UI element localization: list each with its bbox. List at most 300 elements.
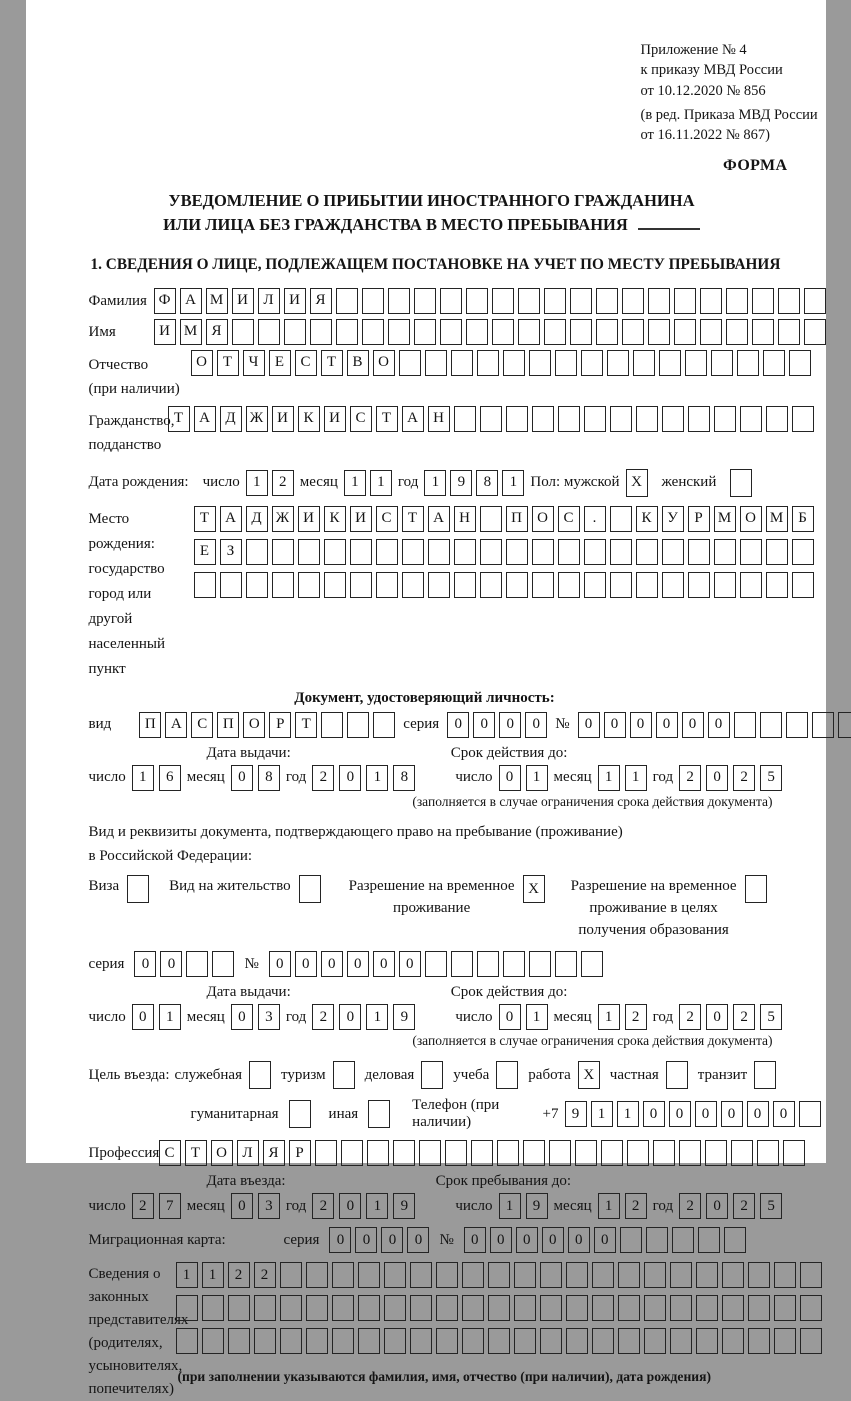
purpose-private-checkbox xyxy=(666,1061,688,1089)
char-cell xyxy=(740,572,762,598)
char-cell xyxy=(477,350,499,376)
char-cell xyxy=(610,406,632,432)
stay-month-cells xyxy=(598,1193,647,1219)
char-cell: 0 xyxy=(708,712,730,738)
char-cell xyxy=(258,319,280,345)
char-cell xyxy=(402,539,424,565)
char-cell xyxy=(566,1262,588,1288)
char-cell: 9 xyxy=(450,470,472,496)
char-cell xyxy=(653,1140,675,1166)
char-cell: 0 xyxy=(160,951,182,977)
purpose-official-checkbox xyxy=(249,1061,271,1089)
char-cell xyxy=(471,1140,493,1166)
citizenship-label xyxy=(89,406,168,457)
char-cell xyxy=(388,288,410,314)
citizenship-label-line2: подданство xyxy=(89,433,168,457)
char-cell xyxy=(636,406,658,432)
char-cell xyxy=(399,350,421,376)
char-cell: 1 xyxy=(366,1193,388,1219)
birthdate-row xyxy=(89,469,821,497)
permit-intro xyxy=(89,820,821,870)
char-cell xyxy=(662,406,684,432)
char-cell xyxy=(555,951,577,977)
char-cell xyxy=(778,319,800,345)
profession-label: Профессия xyxy=(89,1140,159,1162)
char-cell xyxy=(454,406,476,432)
char-cell: 1 xyxy=(132,765,154,791)
year-label: год xyxy=(286,769,306,786)
char-cell xyxy=(514,1295,536,1321)
char-cell xyxy=(558,572,580,598)
migration-series-cells xyxy=(329,1227,429,1253)
char-cell xyxy=(662,539,684,565)
char-cell xyxy=(698,1227,720,1253)
char-cell: 1 xyxy=(366,1004,388,1030)
char-cell: 0 xyxy=(447,712,469,738)
char-cell xyxy=(336,288,358,314)
char-cell: 2 xyxy=(679,1193,701,1219)
char-cell xyxy=(584,539,606,565)
day-label: число xyxy=(89,769,126,786)
iddoc-expiry-day-cells xyxy=(499,765,548,791)
char-cell: О xyxy=(373,350,395,376)
char-cell: Л xyxy=(258,288,280,314)
entry-date-title: Дата въезда: xyxy=(207,1173,286,1190)
char-cell xyxy=(711,350,733,376)
representatives-label xyxy=(89,1260,176,1401)
char-cell xyxy=(480,572,502,598)
phone-label: Телефон (при наличии) xyxy=(412,1097,518,1131)
form-label: ФОРМА xyxy=(89,157,821,175)
char-cell: 0 xyxy=(347,951,369,977)
char-cell xyxy=(666,1061,688,1089)
char-cell: Я xyxy=(310,288,332,314)
char-cell: О xyxy=(243,712,265,738)
char-cell: Р xyxy=(269,712,291,738)
char-cell: 0 xyxy=(231,1004,253,1030)
char-cell: З xyxy=(220,539,242,565)
char-cell xyxy=(570,288,592,314)
char-cell xyxy=(786,712,808,738)
char-cell: Ж xyxy=(246,406,268,432)
char-cell xyxy=(333,1061,355,1089)
char-cell xyxy=(607,350,629,376)
char-cell xyxy=(581,951,603,977)
iddoc-expiry-year-cells xyxy=(679,765,782,791)
birth-month-label: месяц xyxy=(300,474,338,491)
birth-day-label: число xyxy=(203,474,240,491)
permit-expiry-year-cells xyxy=(679,1004,782,1030)
char-cell xyxy=(280,1328,302,1354)
char-cell xyxy=(518,319,540,345)
char-cell: С xyxy=(159,1140,181,1166)
permit-expiry-title: Срок действия до: xyxy=(451,984,568,1001)
permit-temporary xyxy=(349,875,545,919)
char-cell xyxy=(529,350,551,376)
char-cell xyxy=(425,951,447,977)
purpose-option-label: деловая xyxy=(365,1067,415,1084)
char-cell: 0 xyxy=(695,1101,717,1127)
surname-row xyxy=(89,288,821,314)
char-cell: 1 xyxy=(526,1004,548,1030)
char-cell: 2 xyxy=(679,1004,701,1030)
char-cell xyxy=(332,1295,354,1321)
char-cell xyxy=(336,319,358,345)
char-cell xyxy=(324,572,346,598)
char-cell xyxy=(596,288,618,314)
char-cell: Я xyxy=(263,1140,285,1166)
char-cell xyxy=(644,1262,666,1288)
birthplace-box-rows xyxy=(194,504,814,598)
purpose-business-checkbox xyxy=(421,1061,443,1089)
entry-date xyxy=(89,1193,416,1219)
char-cell xyxy=(373,712,395,738)
char-cell: М xyxy=(206,288,228,314)
char-cell xyxy=(332,1328,354,1354)
char-cell: 2 xyxy=(733,765,755,791)
year-label: год xyxy=(286,1198,306,1215)
char-cell xyxy=(402,572,424,598)
char-cell xyxy=(754,1061,776,1089)
char-cell xyxy=(774,1262,796,1288)
char-cell xyxy=(410,1328,432,1354)
char-cell xyxy=(737,350,759,376)
char-cell xyxy=(358,1262,380,1288)
char-cell xyxy=(636,572,658,598)
char-cell xyxy=(503,350,525,376)
purpose-transit-checkbox xyxy=(754,1061,776,1089)
patronymic-row xyxy=(89,350,821,401)
char-cell: 0 xyxy=(407,1227,429,1253)
char-cell: 0 xyxy=(381,1227,403,1253)
char-cell: 1 xyxy=(625,765,647,791)
permit-series-label: серия xyxy=(89,956,125,973)
representatives-label-line: представителях xyxy=(89,1309,176,1332)
char-cell xyxy=(488,1262,510,1288)
char-cell xyxy=(462,1295,484,1321)
char-cell: 6 xyxy=(159,765,181,791)
representatives-cells-row3 xyxy=(176,1328,822,1354)
entry-month-cells xyxy=(231,1193,280,1219)
char-cell xyxy=(306,1328,328,1354)
char-cell xyxy=(362,319,384,345)
char-cell xyxy=(696,1295,718,1321)
char-cell: 8 xyxy=(393,765,415,791)
char-cell xyxy=(740,406,762,432)
char-cell: К xyxy=(298,406,320,432)
purpose-row xyxy=(89,1061,821,1089)
purpose-option-label: учеба xyxy=(453,1067,489,1084)
char-cell: 0 xyxy=(499,765,521,791)
char-cell xyxy=(804,319,826,345)
char-cell xyxy=(254,1328,276,1354)
char-cell: Д xyxy=(246,506,268,532)
char-cell xyxy=(306,1295,328,1321)
char-cell xyxy=(722,1295,744,1321)
iddoc-type-cells xyxy=(139,712,395,738)
char-cell xyxy=(194,572,216,598)
temporary-checkbox xyxy=(523,875,545,903)
char-cell xyxy=(532,406,554,432)
char-cell xyxy=(540,1262,562,1288)
char-cell: Л xyxy=(237,1140,259,1166)
permit-series-row xyxy=(89,951,821,977)
char-cell: 1 xyxy=(344,470,366,496)
iddoc-type-label: вид xyxy=(89,716,112,733)
char-cell xyxy=(350,572,372,598)
char-cell: С xyxy=(350,406,372,432)
char-cell xyxy=(488,1328,510,1354)
char-cell xyxy=(726,319,748,345)
char-cell: 1 xyxy=(526,765,548,791)
char-cell xyxy=(367,1140,389,1166)
month-label: месяц xyxy=(187,1009,225,1026)
char-cell xyxy=(127,875,149,903)
iddoc-type-row xyxy=(89,712,821,738)
sex-female-label: женский xyxy=(662,474,717,491)
char-cell xyxy=(492,319,514,345)
char-cell xyxy=(376,539,398,565)
char-cell: 0 xyxy=(473,712,495,738)
birthplace-cells-row2 xyxy=(194,539,814,565)
char-cell: Б xyxy=(792,506,814,532)
char-cell: 1 xyxy=(598,1193,620,1219)
char-cell xyxy=(724,1227,746,1253)
char-cell xyxy=(454,539,476,565)
residence-checkbox xyxy=(299,875,321,903)
char-cell xyxy=(688,539,710,565)
permit-expiry-date xyxy=(455,1004,782,1030)
sex-female-checkbox xyxy=(730,469,752,497)
char-cell xyxy=(622,288,644,314)
year-label: год xyxy=(653,769,673,786)
month-label: месяц xyxy=(187,769,225,786)
char-cell xyxy=(544,288,566,314)
char-cell: Т xyxy=(376,406,398,432)
char-cell xyxy=(722,1262,744,1288)
iddoc-dates-row xyxy=(89,765,821,791)
char-cell xyxy=(289,1100,311,1128)
education-label: Разрешение на временное проживание в целях получения образования xyxy=(571,875,737,941)
char-cell xyxy=(488,1295,510,1321)
char-cell: 1 xyxy=(617,1101,639,1127)
representatives-box-rows xyxy=(176,1260,822,1385)
char-cell: 0 xyxy=(339,765,361,791)
char-cell xyxy=(496,1061,518,1089)
char-cell: О xyxy=(532,506,554,532)
char-cell xyxy=(506,406,528,432)
char-cell xyxy=(419,1140,441,1166)
char-cell xyxy=(451,350,473,376)
char-cell xyxy=(610,539,632,565)
char-cell: 2 xyxy=(312,765,334,791)
char-cell: Н xyxy=(454,506,476,532)
purpose-tourism-checkbox xyxy=(333,1061,355,1089)
char-cell: 0 xyxy=(682,712,704,738)
char-cell: 1 xyxy=(424,470,446,496)
migration-number-label: № xyxy=(439,1232,453,1249)
section1-heading: 1. СВЕДЕНИЯ О ЛИЦЕ, ПОДЛЕЖАЩЕМ ПОСТАНОВКЕ НА УЧЕТ ПО МЕСТУ ПРЕБЫВАНИЯ xyxy=(91,256,821,274)
migration-card-row xyxy=(89,1227,821,1253)
char-cell xyxy=(347,712,369,738)
char-cell: 2 xyxy=(625,1004,647,1030)
char-cell: 1 xyxy=(499,1193,521,1219)
char-cell xyxy=(506,572,528,598)
char-cell xyxy=(306,1262,328,1288)
permit-issue-title: Дата выдачи: xyxy=(207,984,291,1001)
migration-series-label: серия xyxy=(284,1232,320,1249)
residence-label: Вид на жительство xyxy=(169,875,290,897)
char-cell xyxy=(436,1262,458,1288)
char-cell: 5 xyxy=(760,765,782,791)
char-cell: 1 xyxy=(598,1004,620,1030)
iddoc-expiry-month-cells xyxy=(598,765,647,791)
year-label: год xyxy=(653,1198,673,1215)
char-cell xyxy=(272,539,294,565)
char-cell: 2 xyxy=(272,470,294,496)
firstname-cells xyxy=(154,319,826,345)
char-cell xyxy=(506,539,528,565)
char-cell xyxy=(451,951,473,977)
char-cell xyxy=(440,319,462,345)
char-cell xyxy=(529,951,551,977)
char-cell xyxy=(480,539,502,565)
char-cell xyxy=(558,406,580,432)
char-cell: X xyxy=(578,1061,600,1089)
ref-line: (в ред. Приказа МВД России xyxy=(641,105,821,125)
char-cell: Я xyxy=(206,319,228,345)
char-cell: Ж xyxy=(272,506,294,532)
char-cell xyxy=(425,350,447,376)
char-cell: М xyxy=(180,319,202,345)
char-cell: О xyxy=(211,1140,233,1166)
order-reference xyxy=(641,40,821,145)
iddoc-expiry-date xyxy=(455,765,782,791)
char-cell xyxy=(700,288,722,314)
char-cell xyxy=(648,319,670,345)
char-cell xyxy=(436,1295,458,1321)
char-cell: . xyxy=(584,506,606,532)
char-cell xyxy=(662,572,684,598)
birthplace-label-line2: государство xyxy=(89,557,194,582)
char-cell xyxy=(575,1140,597,1166)
char-cell xyxy=(249,1061,271,1089)
iddoc-dates-titles xyxy=(89,745,821,762)
char-cell xyxy=(532,572,554,598)
char-cell: И xyxy=(350,506,372,532)
char-cell xyxy=(804,288,826,314)
char-cell xyxy=(670,1295,692,1321)
day-label: число xyxy=(89,1009,126,1026)
birthplace-cells-row3 xyxy=(194,572,814,598)
birthplace-label-line1: Место рождения: xyxy=(89,507,194,557)
purpose-study-checkbox xyxy=(496,1061,518,1089)
iddoc-issue-year-cells xyxy=(312,765,415,791)
char-cell xyxy=(670,1262,692,1288)
char-cell xyxy=(812,712,834,738)
char-cell: Е xyxy=(269,350,291,376)
char-cell xyxy=(792,572,814,598)
char-cell xyxy=(740,539,762,565)
representatives-cells-row1 xyxy=(176,1262,822,1288)
month-label: месяц xyxy=(554,1198,592,1215)
char-cell: 3 xyxy=(258,1004,280,1030)
char-cell xyxy=(514,1262,536,1288)
char-cell: 9 xyxy=(393,1004,415,1030)
visa-label: Виза xyxy=(89,875,120,897)
char-cell: 1 xyxy=(366,765,388,791)
representatives-row xyxy=(89,1260,821,1401)
day-label: число xyxy=(455,1009,492,1026)
char-cell: 0 xyxy=(568,1227,590,1253)
char-cell: 0 xyxy=(134,951,156,977)
char-cell xyxy=(783,1140,805,1166)
char-cell xyxy=(730,469,752,497)
char-cell: П xyxy=(506,506,528,532)
char-cell xyxy=(800,1262,822,1288)
char-cell xyxy=(376,572,398,598)
char-cell xyxy=(618,1328,640,1354)
day-label: число xyxy=(455,769,492,786)
char-cell: X xyxy=(626,469,648,497)
char-cell xyxy=(610,506,632,532)
char-cell: 0 xyxy=(630,712,652,738)
char-cell: 0 xyxy=(373,951,395,977)
char-cell: 5 xyxy=(760,1193,782,1219)
char-cell xyxy=(176,1295,198,1321)
citizenship-cells xyxy=(168,406,814,432)
representatives-label-line: Сведения о xyxy=(89,1263,176,1286)
purpose-option-label: частная xyxy=(610,1067,659,1084)
char-cell: 0 xyxy=(499,712,521,738)
char-cell xyxy=(596,319,618,345)
char-cell: 1 xyxy=(591,1101,613,1127)
iddoc-issue-date xyxy=(89,765,416,791)
char-cell: 2 xyxy=(132,1193,154,1219)
surname-cells xyxy=(154,288,826,314)
char-cell: 9 xyxy=(393,1193,415,1219)
year-label: год xyxy=(286,1009,306,1026)
iddoc-series-cells xyxy=(447,712,547,738)
permit-issue-day-cells xyxy=(132,1004,181,1030)
visa-checkbox xyxy=(127,875,149,903)
char-cell: 1 xyxy=(176,1262,198,1288)
char-cell: И xyxy=(154,319,176,345)
char-cell: 2 xyxy=(679,765,701,791)
permit-issue-month-cells xyxy=(231,1004,280,1030)
char-cell: 0 xyxy=(594,1227,616,1253)
char-cell xyxy=(341,1140,363,1166)
char-cell xyxy=(477,951,499,977)
char-cell xyxy=(636,539,658,565)
char-cell: Е xyxy=(194,539,216,565)
char-cell xyxy=(410,1295,432,1321)
char-cell xyxy=(332,1262,354,1288)
char-cell xyxy=(436,1328,458,1354)
char-cell xyxy=(414,288,436,314)
permit-number-label: № xyxy=(244,956,258,973)
char-cell: 0 xyxy=(231,1193,253,1219)
purpose-humanitarian-checkbox xyxy=(289,1100,311,1128)
char-cell xyxy=(503,951,525,977)
char-cell xyxy=(358,1295,380,1321)
iddoc-series-label: серия xyxy=(403,716,439,733)
char-cell xyxy=(757,1140,779,1166)
char-cell xyxy=(592,1328,614,1354)
char-cell: 1 xyxy=(502,470,524,496)
birthplace-cells-row1 xyxy=(194,506,814,532)
education-checkbox xyxy=(745,875,767,903)
